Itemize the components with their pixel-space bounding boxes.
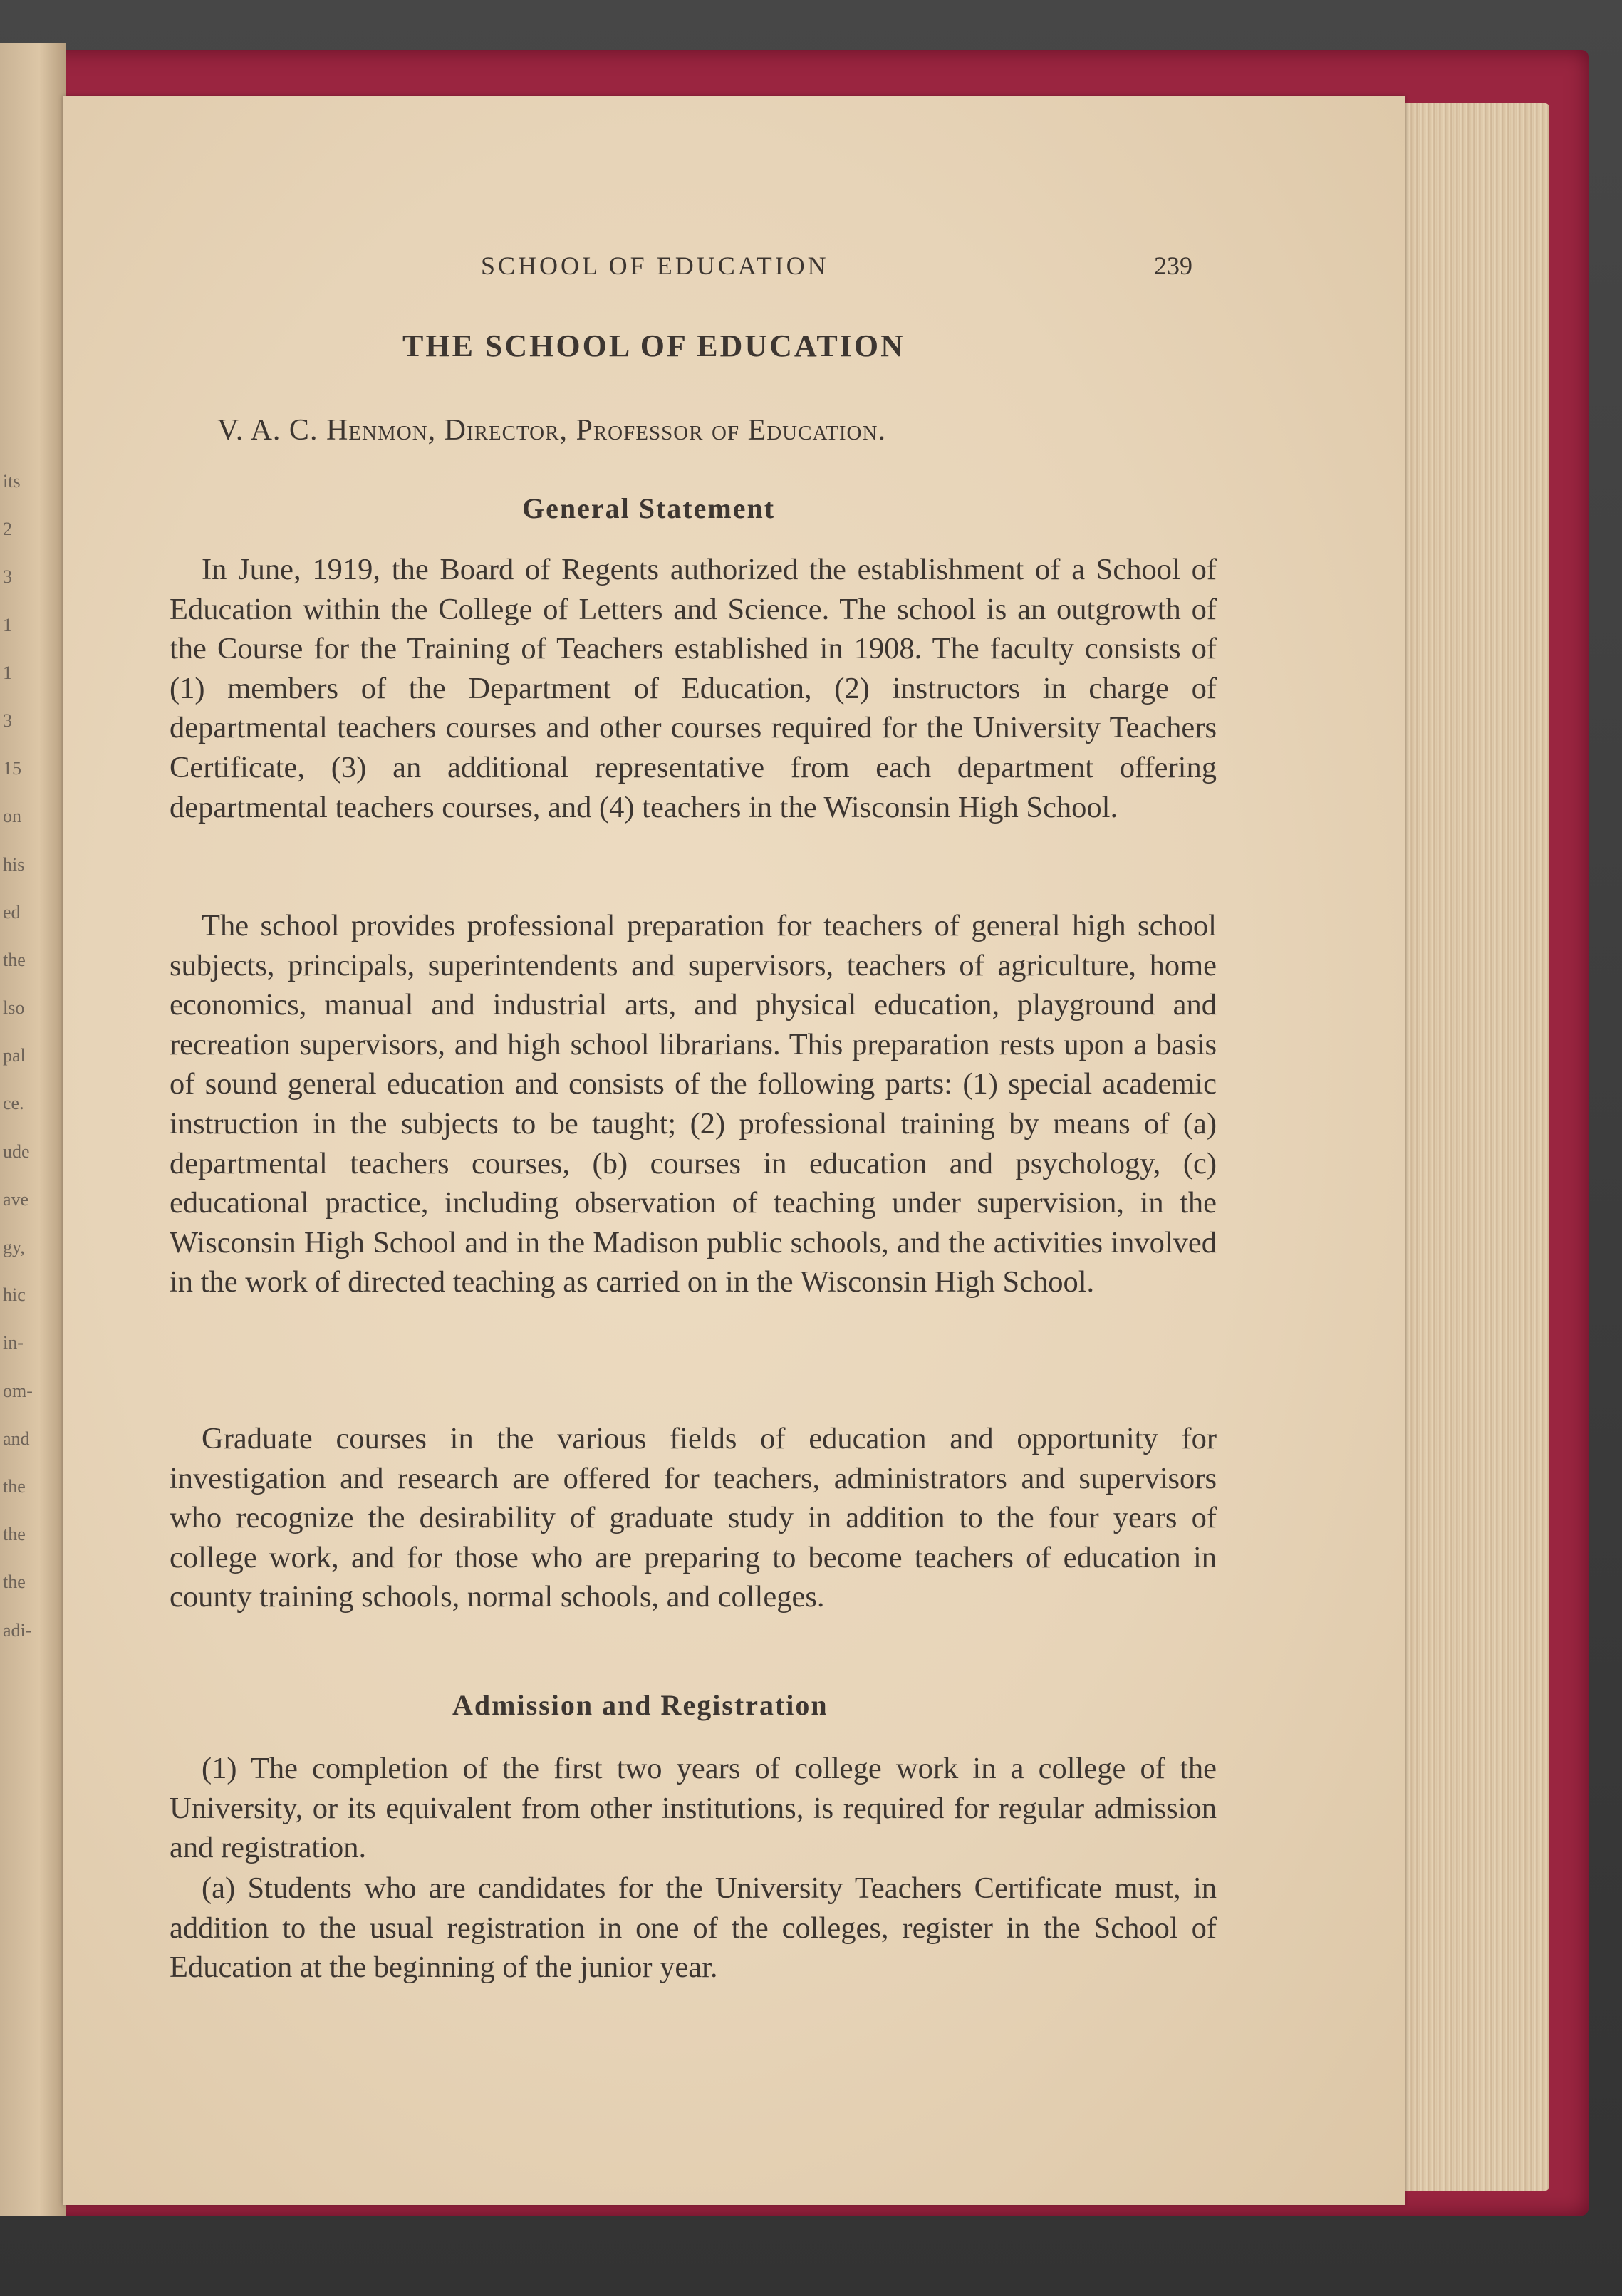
paragraph: The school provides professional preparation for teachers of general high school subjects, principals, superintendents and supervisors, teachers of agriculture, home economics, manual and industrial arts, and physical education, playground and recreation supervisors, and high school librarians. This preparation rests upon a basis of sound general education and consists of the following parts: (1) special academic instruction in the subjects to be taught; (2) professional training by means of (a) departmental teachers courses, (b) courses in education and psychology, (c) educational practice, including observation of teaching under supervision, in the Wisconsin High School and in the Madison public schools, and the activities involved in the work of directed teaching as carried on in the Wisconsin High School. xyxy=(170,909,1217,1299)
facing-page-fragment: gy, xyxy=(3,1237,25,1257)
facing-page-fragment: 1 xyxy=(3,662,12,683)
facing-page-fragment: adi- xyxy=(3,1619,32,1641)
section-heading: Admission and Registration xyxy=(452,1689,828,1721)
facing-page-fragment: 3 xyxy=(3,710,12,731)
paragraph: (a) Students who are candidates for the University Teachers Certificate must, in addition to the usual registration in one of the colleges, register in the School of Education at the beginning of the junior year. xyxy=(170,1871,1217,1985)
facing-page-fragment: ave xyxy=(3,1188,29,1210)
section-heading: General Statement xyxy=(522,492,776,524)
facing-page-fragment: ce. xyxy=(3,1093,24,1114)
facing-page-fragment: his xyxy=(3,853,25,875)
author-line: V. A. C. Henmon, Director, Professor of Education. xyxy=(217,414,886,447)
facing-page-fragment: on xyxy=(3,806,21,827)
facing-page-fragment: om- xyxy=(3,1380,33,1401)
facing-page-fragment: 2 xyxy=(3,519,12,540)
page-number: 239 xyxy=(1154,251,1192,280)
page-edges-stack xyxy=(1396,103,1549,2191)
facing-page-fragment: 3 xyxy=(3,566,12,588)
facing-page-fragment: the xyxy=(3,1572,26,1593)
facing-page-text-fragments xyxy=(3,470,60,1667)
facing-page-fragment: the xyxy=(3,1524,26,1545)
page-title: THE SCHOOL OF EDUCATION xyxy=(402,328,905,363)
facing-page-fragment: the xyxy=(3,1475,26,1497)
facing-page-fragment: lso xyxy=(3,997,25,1019)
facing-page-fragment: in- xyxy=(3,1332,24,1354)
paragraph: Graduate courses in the various fields of education and opportunity for investigation and research are offered for teachers, administrators and supervisors who recognize the desirability of graduate study in addition to the four years of college work, and for those who are preparing to become teachers of education in county training schools, normal schools, and colleges. xyxy=(170,1422,1217,1614)
facing-page-fragment: the xyxy=(3,949,26,970)
facing-page-fragment: and xyxy=(3,1428,30,1449)
facing-page-fragment: ed xyxy=(3,901,21,923)
facing-page-fragment: hic xyxy=(3,1284,26,1306)
facing-page-fragment: its xyxy=(3,471,21,492)
paragraph: (1) The completion of the first two years of college work in a college of the University, or its equivalent from other institutions, is required for regular admission and registration. xyxy=(170,1752,1217,1865)
running-head: SCHOOL OF EDUCATION xyxy=(481,251,829,280)
facing-page-fragment: 1 xyxy=(3,614,12,635)
facing-page-fragment: 15 xyxy=(3,758,21,779)
paragraph: In June, 1919, the Board of Regents authorized the establishment of a School of Education within the College of Letters and Science. The school is an outgrowth of the Course for the Training of Teachers established in 1908. The faculty consists of (1) members of the Department of Education, (2) instructors in charge of departmental teachers courses and other courses required for the University Teachers Certificate, (3) an additional representative from each department offering departmental teachers courses, and (4) teachers in the Wisconsin High School. xyxy=(170,553,1217,824)
facing-page-fragment: pal xyxy=(3,1045,26,1066)
facing-page-fragment: ude xyxy=(3,1141,30,1162)
facing-page-edge xyxy=(0,43,66,2216)
